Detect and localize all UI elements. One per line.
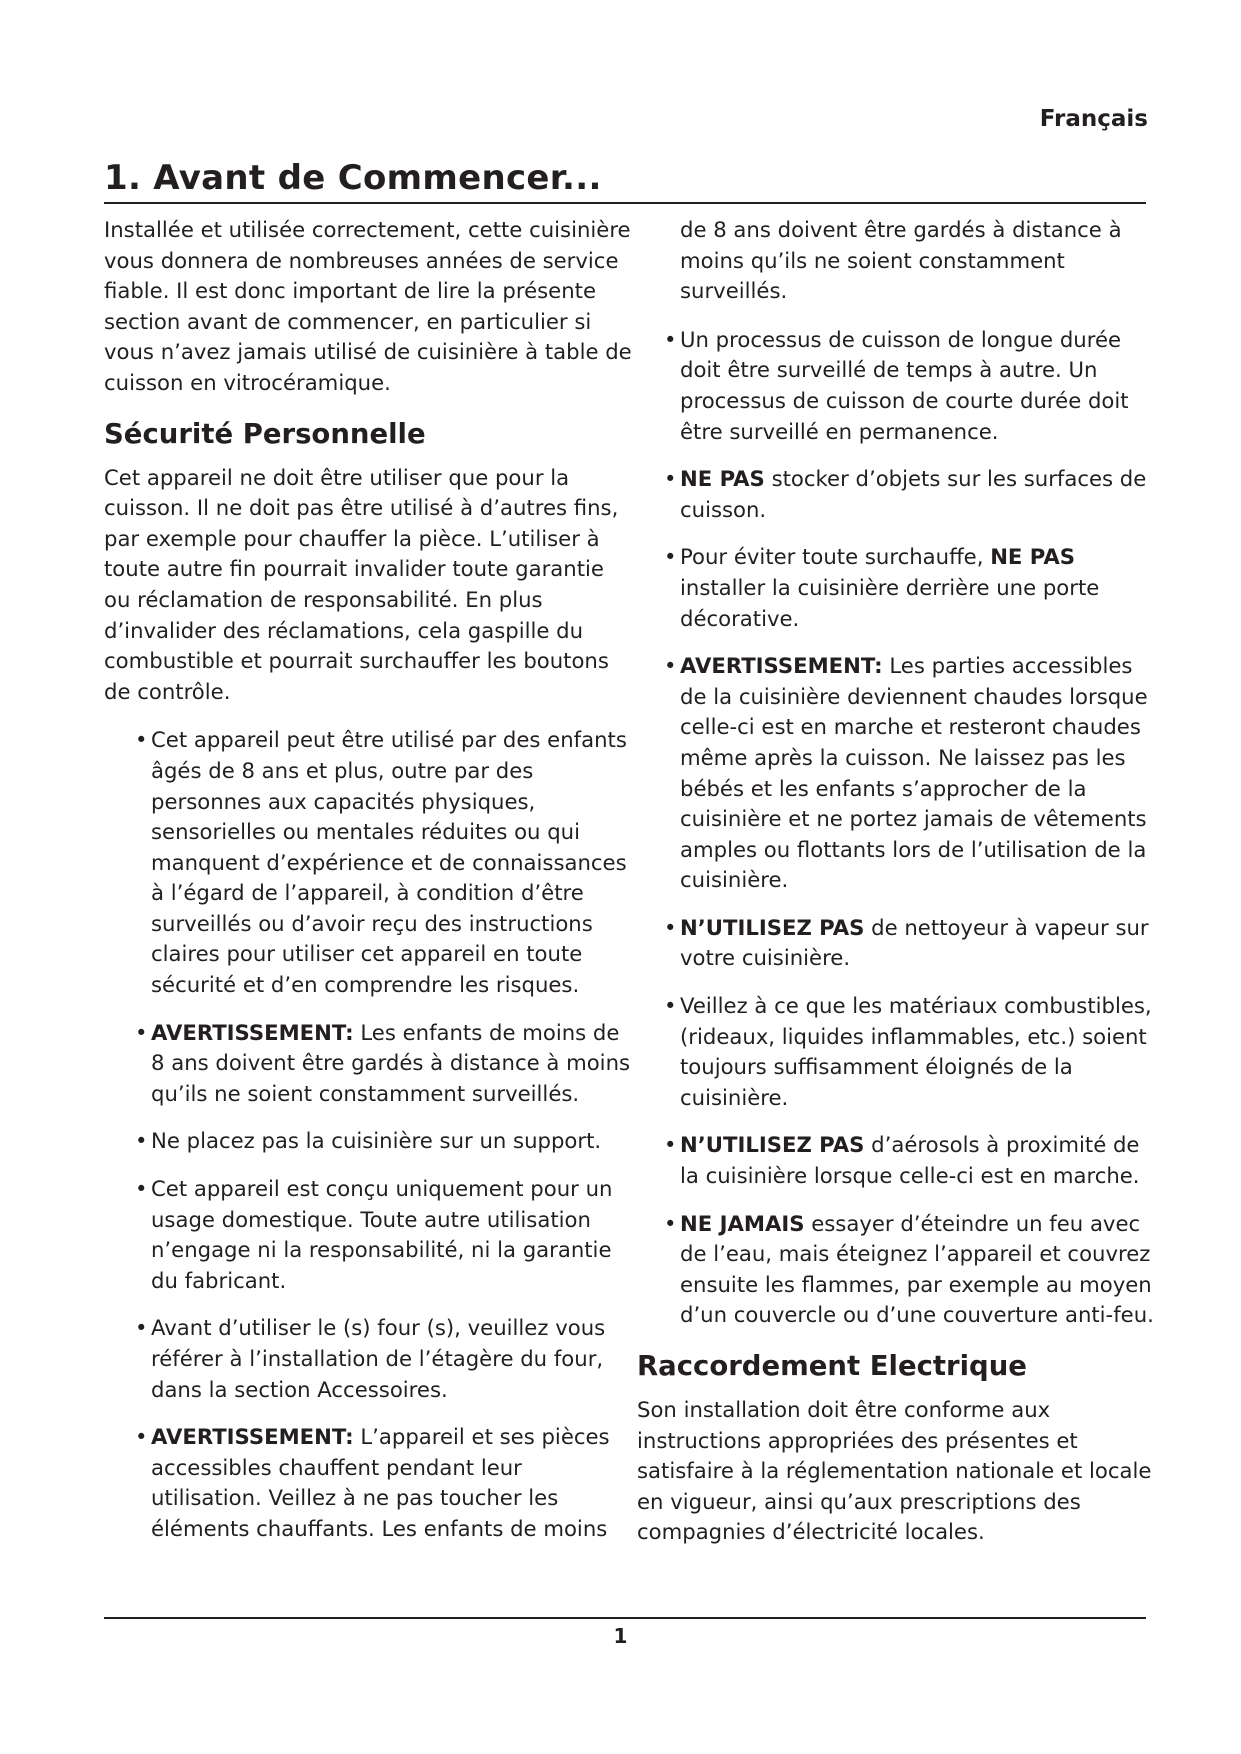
right-column [637, 215, 1157, 1560]
language-label: Français [1039, 106, 1148, 132]
bullet-icon: • [664, 653, 677, 679]
securite-paragraph: Cet appareil ne doit être utiliser que pour la cuisson. Il ne doit pas être utilisé à d’autres fins, par exemple pour chauffer la pièce. L’utiliser à toute autre fin pourrait invalider toute garantie ou réclamation de responsabilité. En plus d’invalider des réclamations, cela gaspille du combustible et pourrait surchauffer les boutons de contrôle. [104, 464, 619, 704]
bullet-icon: • [135, 727, 148, 753]
list-item: • Cet appareil est conçu uniquement pour un usage domestique. Toute autre utilisation n’engage ni la responsabilité, ni la garantie du fabricant. [135, 1176, 613, 1293]
list-item: • Ne placez pas la cuisinière sur un support. [151, 1126, 634, 1157]
bullet-icon: • [664, 914, 677, 940]
header-divider [104, 202, 1146, 204]
bullet-icon: • [135, 1315, 148, 1341]
bullet-continuation: de 8 ans doivent être gardés à distance à moins qu’ils ne soient constamment surveillés. [680, 217, 1122, 304]
list-item: • Pour éviter toute surchauffe, NE PAS installer la cuisinière derrière une porte décorative. [664, 544, 1100, 631]
list-item: • NE PAS stocker d’objets sur les surfaces de cuisson. [664, 466, 1147, 522]
list-item: • N’UTILISEZ PAS de nettoyeur à vapeur sur votre cuisinière. [664, 914, 1149, 971]
bullet-icon: • [664, 326, 677, 352]
page-title: 1. Avant de Commencer... [104, 158, 602, 198]
footer-divider [104, 1617, 1146, 1619]
intro-paragraph: Installée et utilisée correctement, cette cuisinière vous donnera de nombreuses années de service fiable. Il est donc important de lire la présente section avant de commencer, en particulier si vous n’avez jamais utilisé de cuisinière à table de cuisson en vitrocéramique. [104, 217, 632, 395]
bullet-icon: • [135, 1176, 148, 1202]
list-item: • AVERTISSEMENT: L’appareil et ses pièces accessibles chauffent pendant leur utilisation. Veillez à ne pas toucher les éléments chauffants. Les enfants de moins [135, 1424, 610, 1541]
raccordement-paragraph: Son installation doit être conforme aux instructions appropriées des présentes et satisfaire à la réglementation nationale et locale en vigueur, ainsi qu’aux prescriptions des compagnies d’électricité locales. [637, 1397, 1152, 1545]
bullet-icon: • [135, 1019, 148, 1045]
list-item: • NE JAMAIS essayer d’éteindre un feu avec de l’eau, mais éteignez l’appareil et couvrez ensuite les flammes, par exemple au moyen d’un couvercle ou d’une couverture anti-feu. [664, 1210, 1154, 1328]
list-item: • AVERTISSEMENT: Les enfants de moins de 8 ans doivent être gardés à distance à moins qu’ils ne soient constamment surveillés. [135, 1019, 631, 1106]
bullet-icon: • [664, 993, 677, 1019]
list-item: • AVERTISSEMENT: Les parties accessibles de la cuisinière deviennent chaudes lorsque celle-ci est en marche et resteront chaudes même après la cuisson. Ne laissez pas les bébés et les enfants s’approcher de la cuisinière et ne portez jamais de vêtements amples ou flottants lors de l’utilisation de la cuisinière. [664, 653, 1148, 893]
bullet-icon: • [664, 1210, 677, 1236]
page-number: 1 [613, 1624, 628, 1648]
bullet-icon: • [664, 466, 677, 492]
bullet-icon: • [664, 1132, 677, 1158]
list-item: • Un processus de cuisson de longue durée doit être surveillé de temps à autre. Un processus de cuisson de courte durée doit être surveillé en permanence. [664, 326, 1129, 444]
list-item: • N’UTILISEZ PAS d’aérosols à proximité de la cuisinière lorsque celle-ci est en marche. [664, 1132, 1140, 1189]
list-item: • Veillez à ce que les matériaux combustibles, (rideaux, liquides inflammables, etc.) soient toujours suffisamment éloignés de la cuisinière. [664, 993, 1152, 1110]
bullet-icon: • [135, 1424, 148, 1450]
right-bullet-list [664, 325, 1157, 1331]
list-item: • Cet appareil peut être utilisé par des enfants âgés de 8 ans et plus, outre par des personnes aux capacités physiques, sensorielles ou mentales réduites ou qui manquent d’expérience et de connaissances à l’égard de l’appareil, à condition d’être surveillés ou d’avoir reçu des instructions claires pour utiliser cet appareil en toute sécurité et d’en comprendre les risques. [135, 727, 627, 998]
left-column [104, 215, 634, 1562]
list-item: • Avant d’utiliser le (s) four (s), veuillez vous référer à l’installation de l’étagère du four, dans la section Accessoires. [135, 1315, 606, 1402]
bullet-icon: • [664, 544, 677, 570]
left-bullet-list [135, 725, 634, 1544]
section-heading-raccordement: Raccordement Electrique [637, 1350, 1027, 1382]
section-heading-securite: Sécurité Personnelle [104, 417, 426, 450]
bullet-icon: • [135, 1128, 148, 1154]
